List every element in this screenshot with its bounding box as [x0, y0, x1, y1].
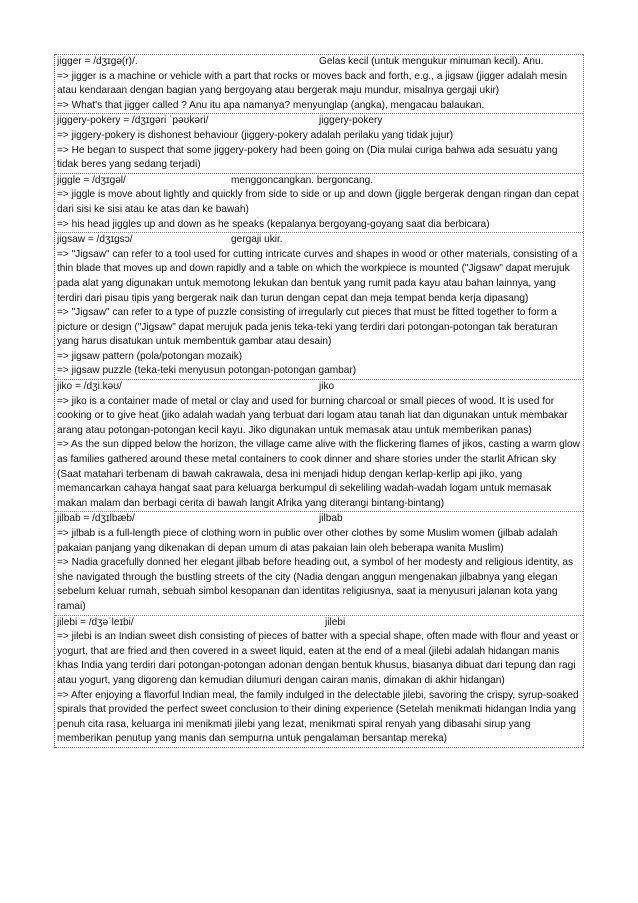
entry-head: [57, 233, 581, 248]
entry-head: [57, 380, 581, 395]
entry-head: [57, 55, 581, 70]
entry-jilbab: [55, 511, 583, 614]
entry-term: jilebi = /dʒəˈleɪbi/: [57, 616, 134, 628]
entry-line: => his head jiggles up and down as he speaks (kepalanya bergoyang-goyang saat dia berbicara): [57, 218, 490, 230]
entry-head: [57, 174, 581, 189]
entry-line: => jiggle is move about lightly and quickly from side to side or up and down (jiggle bergerak dengan ringan dan cepat dari sisi ke sisi atau ke atas dan ke bawah): [57, 189, 579, 215]
entry-term: jiggle = /dʒɪɡəl/: [57, 174, 126, 186]
entry-jigsaw: [55, 232, 583, 379]
entry-jigger: [55, 54, 583, 113]
entry-gloss: gergaji ukir.: [231, 234, 283, 246]
entry-gloss: jilbab: [319, 513, 343, 525]
entry-gloss: Gelas kecil (untuk mengukur minuman kecil). Anu.: [319, 56, 544, 67]
entry-line: => jilbab is a full-length piece of clothing worn in public over other clothes by some Muslim women (jilbab adalah pakaian panjang yang dikenakan di depan umum di atas pakaian lain oleh beberapa wanita Muslim): [57, 528, 558, 554]
entry-term: jiko = /dʒiːkəʊ/: [57, 381, 122, 393]
entry-head: [57, 616, 581, 631]
entry-jiggery-pokery: [55, 113, 583, 172]
entry-line: => jigsaw pattern (pola/potongan mozaik): [57, 350, 243, 362]
entry-gloss: jilebi: [325, 616, 346, 628]
entry-term: jigger = /dʒɪɡə(r)/.: [57, 56, 138, 67]
entry-line: => jigger is a machine or vehicle with a part that rocks or moves back and forth, e.g., a jigsaw (jigger adalah mesin atau kendaraan dengan bagian yang bergoyang atau bergerak maju mundur, misalnya gergaji ukir): [57, 70, 567, 97]
entry-jiko: [55, 379, 583, 511]
entry-line: => "Jigsaw" can refer to a tool used for cutting intricate curves and shapes in wood or other materials, consisting of a thin blade that moves up and down rapidly and a table on which the workpiece is mounted ("Jigsaw" dapat merujuk pada alat yang digunakan untuk memotong lekukan dan bentuk yang rumit pada kayu atau bahan lainnya, yang terdiri dari pisau tipis yang bergerak naik dan turun dengan cepat dan meja tempat benda kerja dipasang): [57, 248, 578, 304]
entry-line: => jiggery-pokery is dishonest behaviour (jiggery-pokery adalah perilaku yang tidak jujur): [57, 129, 454, 141]
entry-line: => jiko is a container made of metal or clay and used for burning charcoal or small pieces of wood. It is used for cooking or to give heat (jiko adalah wadah yang terbuat dari logam atau tanah liat dan digunakan untuk membakar arang atau potongan-potongan kecil kayu. Jiko digunakan untuk memasak atau untuk memberikan panas): [57, 395, 568, 436]
entry-line: => Nadia gracefully donned her elegant jilbab before heading out, a symbol of her modesty and religious identity, as she navigated through the bustling streets of the city (Nadia dengan anggun mengenakan jilbabnya yang elegan sebelum keluar rumah, sebuah simbol kesopanan dan identitas religiusnya, saat ia menyusuri jalanan kota yang ramai): [57, 557, 574, 612]
dictionary-page: [54, 54, 584, 748]
entry-head: [57, 512, 581, 527]
entry-line: => He began to suspect that some jiggery-pokery had been going on (Dia mulai curiga bahwa ada sesuatu yang tidak beres yang sedang terjadi): [57, 144, 558, 171]
entry-line: => What's that jigger called ? Anu itu apa namanya? menyunglap (angka), mengacau balaukan.: [57, 99, 485, 111]
entry-term: jilbab = /dʒɪlbæb/: [57, 513, 135, 525]
entry-jilebi: [55, 615, 583, 748]
entry-head: [57, 114, 581, 129]
entry-gloss: menggoncangkan. bergoncang.: [231, 174, 373, 186]
entry-gloss: jiko: [319, 381, 335, 393]
entry-term: jigsaw = /dʒɪɡsɔ/: [57, 234, 133, 246]
entry-term: jiggery-pokery = /dʒɪɡəri ˈpəʊkəri/: [57, 115, 209, 127]
entry-line: => "Jigsaw" can refer to a type of puzzle consisting of irregularly cut pieces that must be fitted together to form a picture or design ("Jigsaw" dapat merujuk pada jenis teka-teki yang terdiri dari potongan-potongan tak beraturan yang harus disatukan untuk membentuk gambar atau desain): [57, 307, 558, 348]
entry-line: => jigsaw puzzle (teka-teki menyusun potongan-potongan gambar): [57, 365, 357, 377]
entry-line: => As the sun dipped below the horizon, the village came alive with the flickering flames of jikos, casting a warm glow as families gathered around these metal containers to cook dinner and share stories under the starlit African sky (Saat matahari terbenam di bawah cakrawala, desa ini menjadi hidup dengan kerlap-kerlip api jiko, yang memancarkan cahaya hangat saat para keluarga berkumpul di sekeliling wadah-wadah logam untuk memasak makan malam dan berbagi cerita di bawah langit Afrika yang diterangi bintang-bintang): [57, 439, 580, 509]
entry-line: => After enjoying a flavorful Indian meal, the family indulged in the delectable jilebi, savoring the crispy, syrup-soaked spirals that provided the perfect sweet conclusion to their dining experience (Setelah menikmati hidangan India yang penuh cita rasa, keluarga ini menikmati jilebi yang lezat, menikmati spiral renyah yang dibasahi sirup yang memberikan penutup yang manis dan sempurna untuk pengalaman bersantap mereka): [57, 689, 579, 745]
entry-jiggle: [55, 173, 583, 232]
entry-line: => jilebi is an Indian sweet dish consisting of pieces of batter with a special shape, often made with flour and yeast or yogurt, that are fried and then covered in a sweet liquid, eaten at the end of a meal (jilebi adalah hidangan manis khas India yang terdiri dari potongan-potongan adonan dengan bentuk khusus, biasanya dibuat dari tepung dan ragi atau yogurt, yang digoreng dan kemudian dilumuri dengan cairan manis, dimakan di akhir hidangan): [57, 631, 579, 686]
entry-gloss: jiggery-pokery: [319, 115, 383, 127]
